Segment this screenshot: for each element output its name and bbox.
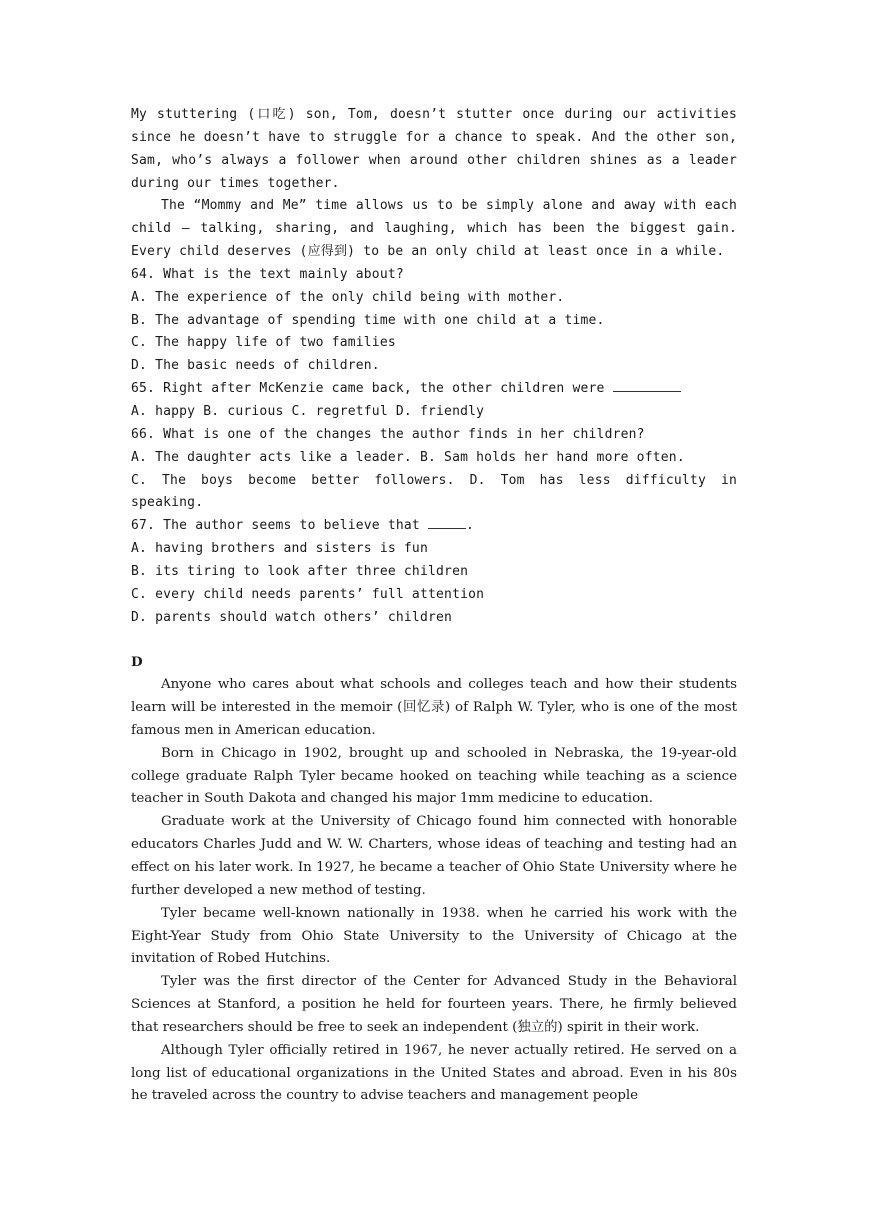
question-66-options-ab: A. The daughter acts like a leader. B. Sam holds her hand more often. — [131, 449, 685, 465]
section-title: D — [131, 654, 143, 671]
question-64-option-d: D. The basic needs of children. — [131, 358, 380, 374]
question-65-options: A. happy B. curious C. regretful D. friendly — [131, 403, 485, 419]
passage-d-paragraph-3: Graduate work at the University of Chicago found him connected with honorable educators Charles Judd and W. W. Charters, whose ideas of teaching and testing had an effect on his later work. In 1927, he became a teacher of Ohio State University where he further developed a new method of testing. — [131, 814, 737, 898]
passage-c-paragraph-1: My stuttering (口吃) son, Tom, doesn’t stutter once during our activities since he doesn’t have to struggle for a chance to speak. And the other son, Sam, who’s always a follower when around other children shines as a leader during our times together. — [131, 107, 737, 191]
answer-blank — [613, 379, 681, 392]
question-67-option-b: B. its tiring to look after three children — [131, 563, 469, 579]
question-64-option-c: C. The happy life of two families — [131, 335, 396, 351]
question-64-option-a: A. The experience of the only child being with mother. — [131, 289, 565, 305]
question-67-stem-end: . — [466, 518, 475, 534]
passage-d-paragraph-1: Anyone who cares about what schools and colleges teach and how their students learn will be interested in the memoir (回忆录) of Ralph W. Tyler, who is one of the most famous men in American education. — [131, 677, 737, 738]
question-67-option-a: A. having brothers and sisters is fun — [131, 541, 428, 557]
question-67-line — [131, 515, 737, 538]
passage-d-paragraph-4: Tyler became well-known nationally in 1938. when he carried his work with the Eight-Year Study from Ohio State University to the University of Chicago at the invitation of Robed Hutchins. — [131, 905, 737, 967]
passage-c-paragraph-2: The “Mommy and Me” time allows us to be simply alone and away with each child — talking, sharing, and laughing, which has been the biggest gain. Every child deserves (应得到) to be an only child at least once in a while. — [131, 198, 737, 260]
passage-d-paragraph-2: Born in Chicago in 1902, brought up and schooled in Nebraska, the 19-year-old college graduate Ralph Tyler became hooked on teaching while teaching as a science teacher in South Dakota and changed his major 1mm medicine to education. — [131, 745, 737, 807]
question-64-stem: 64. What is the text mainly about? — [131, 266, 404, 282]
question-67-option-c: C. every child needs parents’ full attention — [131, 586, 485, 602]
passage-d-paragraph-6: Although Tyler officially retired in 1967, he never actually retired. He served on a long list of educational organizations in the United States and abroad. Even in his 80s he traveled across the country to advise teachers and management people — [131, 1042, 737, 1104]
question-67-stem: 67. The author seems to believe that — [131, 518, 420, 534]
question-66-options-cd: C. The boys become better followers. D. Tom has less difficulty in speaking. — [131, 472, 737, 511]
question-67-option-d: D. parents should watch others’ children — [131, 609, 453, 625]
question-64-option-b: B. The advantage of spending time with one child at a time. — [131, 312, 605, 328]
passage-d-paragraph-5: Tyler was the first director of the Center for Advanced Study in the Behavioral Sciences at Stanford, a position he held for fourteen years. There, he firmly believed that researchers should be free to seek an independent (独立的) spirit in their work. — [131, 974, 737, 1035]
question-65-stem: 65. Right after McKenzie came back, the other children were — [131, 381, 605, 397]
page-content — [131, 104, 737, 1108]
question-66-stem: 66. What is one of the changes the author finds in her children? — [131, 426, 645, 442]
answer-blank — [428, 516, 466, 529]
question-65-line — [131, 378, 737, 401]
